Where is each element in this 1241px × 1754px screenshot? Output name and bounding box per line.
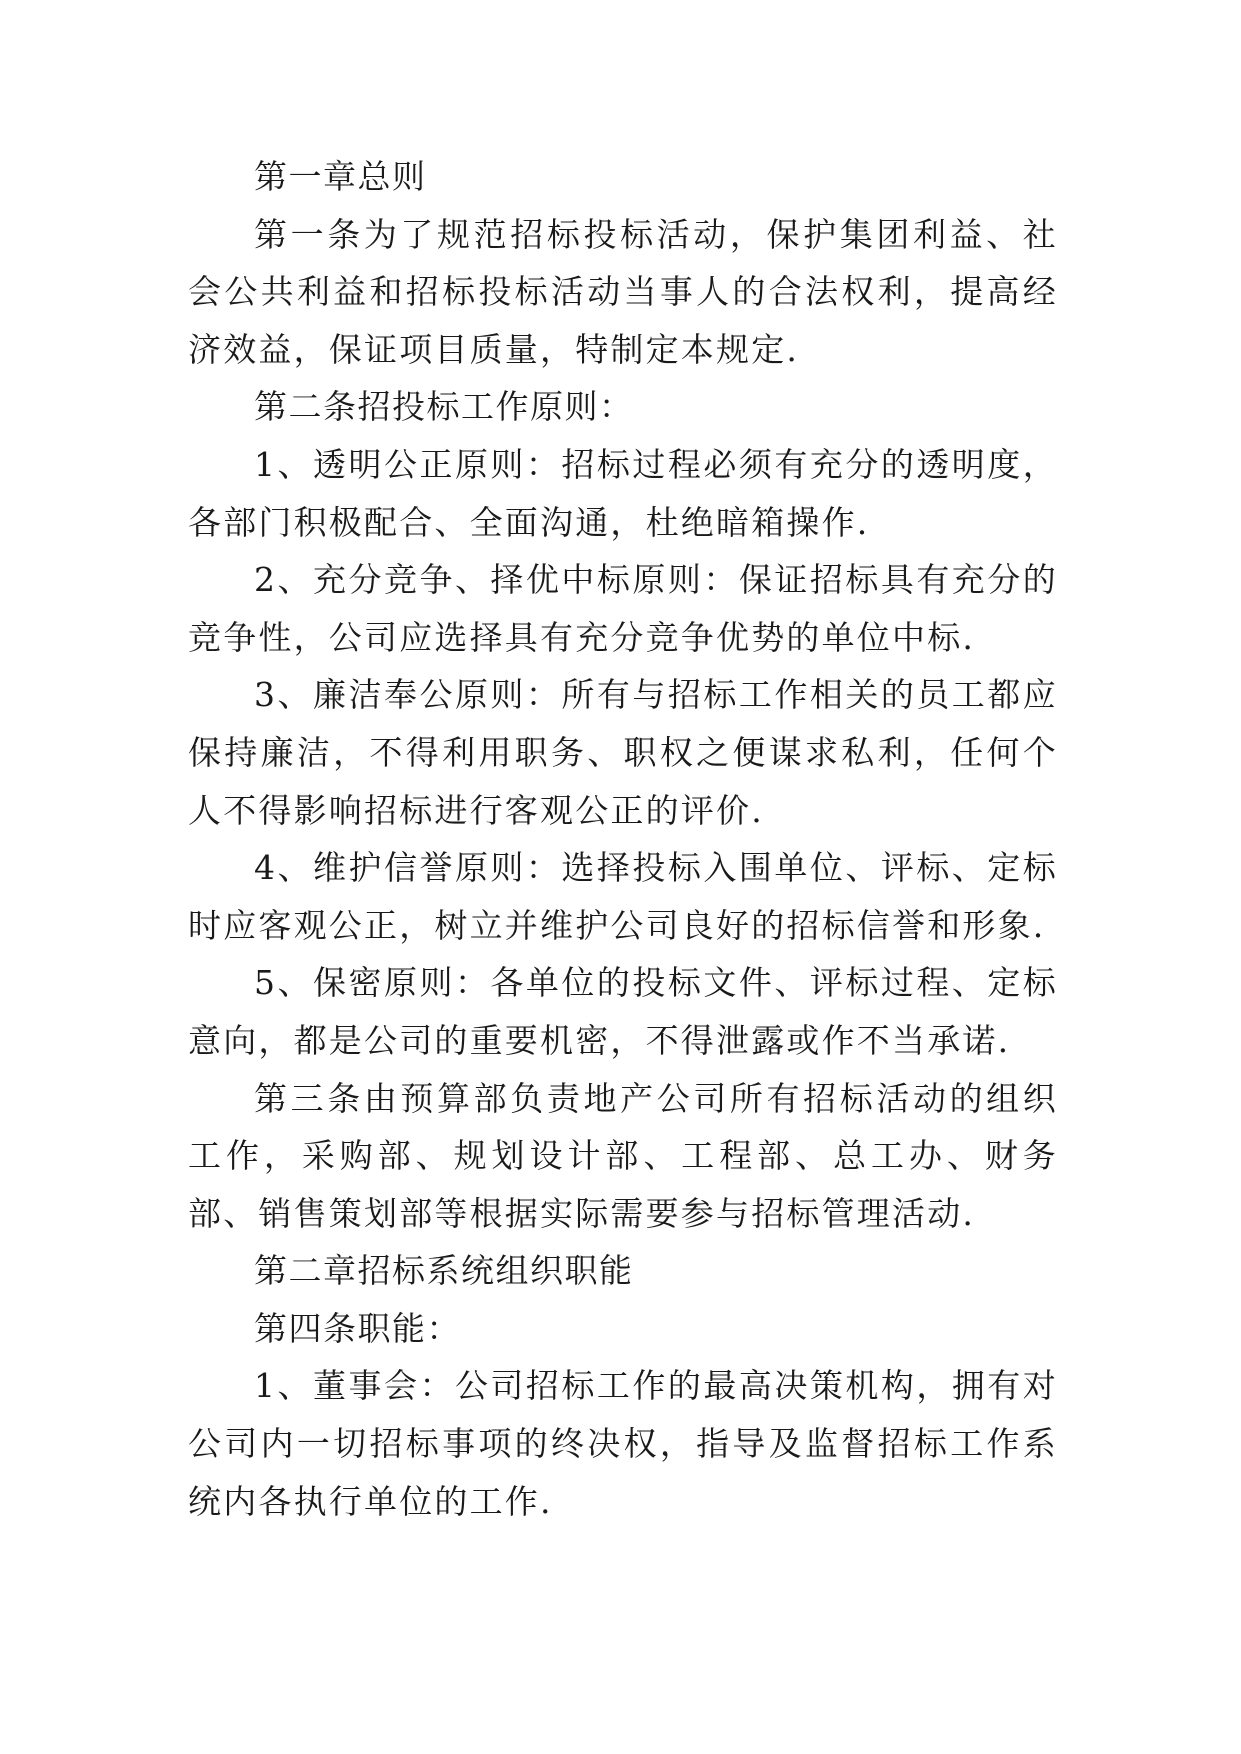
principle-1: 1、透明公正原则：招标过程必须有充分的透明度，各部门积极配合、全面沟通，杜绝暗箱操作. xyxy=(188,444,1058,542)
article-3: 第三条由预算部负责地产公司所有招标活动的组织工作，采购部、规划设计部、工程部、总工办、财务部、销售策划部等根据实际需要参与招标管理活动. xyxy=(188,1078,1058,1233)
article-4-heading: 第四条职能： xyxy=(254,1308,461,1348)
chapter-2-heading: 第二章招标系统组织职能 xyxy=(254,1251,634,1291)
article-1: 第一条为了规范招标投标活动，保护集团利益、社会公共利益和招标投标活动当事人的合法权利，提高经济效益，保证项目质量，特制定本规定. xyxy=(188,214,1058,369)
principle-5: 5、保密原则：各单位的投标文件、评标过程、定标意向，都是公司的重要机密，不得泄露或作不当承诺. xyxy=(188,963,1058,1060)
principle-2: 2、充分竞争、择优中标原则：保证招标具有充分的竞争性，公司应选择具有充分竞争优势的单位中标. xyxy=(188,560,1058,657)
chapter-1-heading: 第一章总则 xyxy=(254,157,427,196)
document-body xyxy=(188,148,1058,1530)
function-1: 1、董事会：公司招标工作的最高决策机构，拥有对公司内一切招标事项的终决权，指导及监督招标工作系统内各执行单位的工作. xyxy=(188,1366,1058,1521)
article-2-heading: 第二条招投标工作原则： xyxy=(254,387,634,427)
principle-3: 3、廉洁奉公原则：所有与招标工作相关的员工都应保持廉洁，不得利用职务、职权之便谋求私利，任何个人不得影响招标进行客观公正的评价. xyxy=(188,675,1058,830)
principle-4: 4、维护信誉原则：选择投标入围单位、评标、定标时应客观公正，树立并维护公司良好的招标信誉和形象. xyxy=(188,848,1058,945)
